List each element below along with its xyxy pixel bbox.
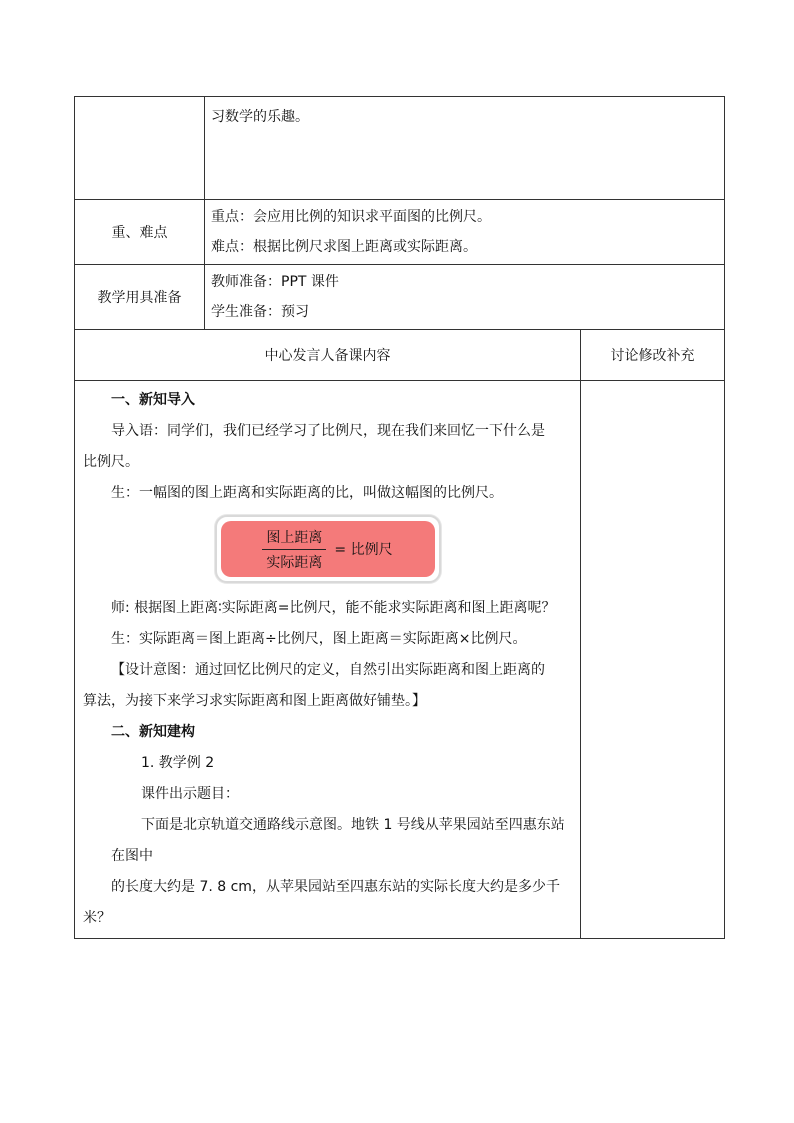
problem-line-3: 的长度大约是 7. 8 cm，从苹果园站至四惠东站的实际长度大约是多少千 <box>111 879 560 895</box>
formula-graphic <box>83 509 572 593</box>
student-prep-line: 学生准备：预习 <box>211 304 309 320</box>
goals-row <box>75 97 725 200</box>
goals-text: 习数学的乐趣。 <box>211 109 309 125</box>
formula-result: = 比例尺 <box>334 542 393 558</box>
main-content-row <box>75 381 725 939</box>
intro-line: 导入语：同学们，我们已经学习了比例尺，现在我们来回忆一下什么是 <box>111 423 545 439</box>
section-1-title: 一、新知导入 <box>111 392 195 408</box>
main-content-header: 中心发言人备课内容 <box>75 330 581 381</box>
formula-inner <box>221 521 435 577</box>
discussion-header: 讨论修改补充 <box>581 330 725 381</box>
goals-content-cell <box>205 97 725 200</box>
section-header-row <box>75 330 725 381</box>
teaching-aids-content <box>205 265 725 330</box>
teacher-prep-line: 教师准备：PPT 课件 <box>211 274 339 290</box>
formula-numerator: 图上距离 <box>262 527 326 550</box>
difficult-point-line: 难点：根据比例尺求图上距离或实际距离。 <box>211 239 477 255</box>
courseware-line: 课件出示题目： <box>141 786 239 802</box>
key-points-label: 重、难点 <box>75 200 205 265</box>
main-content-cell <box>75 381 581 939</box>
key-points-row <box>75 200 725 265</box>
key-point-line: 重点：会应用比例的知识求平面图的比例尺。 <box>211 209 491 225</box>
formula-fraction <box>262 527 326 572</box>
teacher-question: 师: 根据图上距离∶实际距离=比例尺，能不能求实际距离和图上距离呢？ <box>111 600 556 616</box>
goals-label-cell <box>75 97 205 200</box>
problem-line-2: 在图中 <box>111 848 153 864</box>
formula-box <box>215 515 441 583</box>
discussion-cell <box>581 381 725 939</box>
design-intent-line-cont: 算法，为接下来学习求实际距离和图上距离做好铺垫。】 <box>83 693 426 709</box>
key-points-content <box>205 200 725 265</box>
problem-line-1: 下面是北京轨道交通路线示意图。地铁 1 号线从苹果园站至四惠东站 <box>141 817 565 833</box>
student-answer: 生：一幅图的图上距离和实际距离的比，叫做这幅图的比例尺。 <box>111 485 503 501</box>
teaching-aids-row <box>75 265 725 330</box>
section-2-title: 二、新知建构 <box>111 724 195 740</box>
teaching-aids-label: 教学用具准备 <box>75 265 205 330</box>
formula-denominator: 实际距离 <box>266 554 323 571</box>
design-intent-line: 【设计意图：通过回忆比例尺的定义，自然引出实际距离和图上距离的 <box>111 662 545 678</box>
intro-line-cont: 比例尺。 <box>83 454 139 470</box>
student-formula-answer: 生：实际距离＝图上距离÷比例尺，图上距离＝实际距离×比例尺。 <box>111 631 527 647</box>
example-title: 1. 教学例 2 <box>141 755 215 771</box>
problem-line-4: 米？ <box>83 910 111 926</box>
lesson-plan-table <box>74 96 725 939</box>
